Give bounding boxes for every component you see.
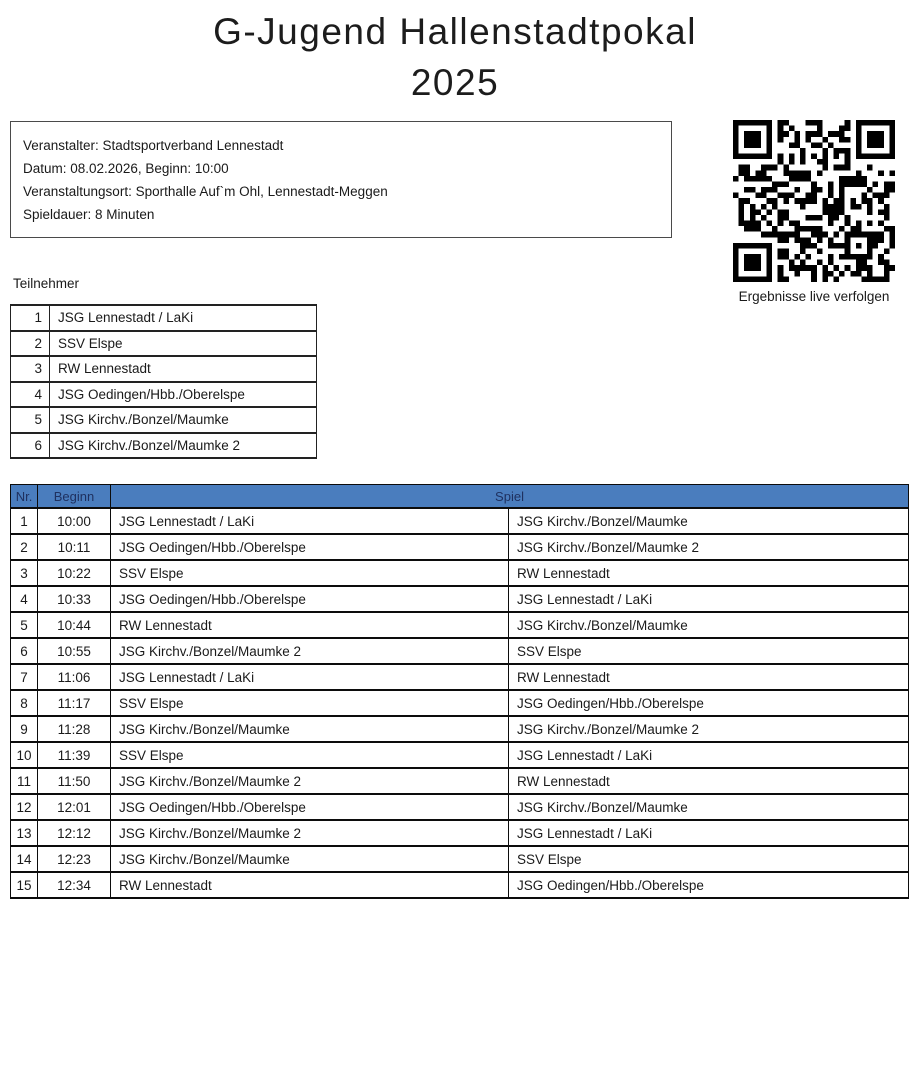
match-number: 2 [11, 534, 38, 560]
participant-number: 3 [11, 356, 50, 382]
match-home-team: SSV Elspe [111, 560, 509, 586]
qr-block [714, 120, 910, 304]
match-away-team: JSG Kirchv./Bonzel/Maumke 2 [509, 534, 909, 560]
match-number: 6 [11, 638, 38, 664]
match-start-time: 10:22 [38, 560, 111, 586]
match-number: 15 [11, 872, 38, 898]
schedule-row [11, 768, 909, 794]
schedule-row [11, 742, 909, 768]
match-start-time: 12:01 [38, 794, 111, 820]
match-away-team: SSV Elspe [509, 638, 909, 664]
match-start-time: 10:44 [38, 612, 111, 638]
match-home-team: RW Lennestadt [111, 612, 509, 638]
schedule-row [11, 690, 909, 716]
qr-caption: Ergebnisse live verfolgen [738, 289, 890, 304]
match-away-team: JSG Kirchv./Bonzel/Maumke [509, 508, 909, 534]
match-away-team: RW Lennestadt [509, 664, 909, 690]
participant-name: SSV Elspe [50, 331, 317, 357]
schedule-header-match: Spiel [111, 485, 909, 509]
participant-number: 4 [11, 382, 50, 408]
participant-row [11, 356, 317, 382]
match-number: 11 [11, 768, 38, 794]
match-home-team: JSG Kirchv./Bonzel/Maumke [111, 716, 509, 742]
match-home-team: JSG Lennestadt / LaKi [111, 664, 509, 690]
match-home-team: JSG Oedingen/Hbb./Oberelspe [111, 534, 509, 560]
match-home-team: JSG Kirchv./Bonzel/Maumke [111, 846, 509, 872]
match-away-team: RW Lennestadt [509, 768, 909, 794]
participant-number: 2 [11, 331, 50, 357]
schedule-row [11, 846, 909, 872]
schedule-header-row [11, 485, 909, 509]
match-number: 14 [11, 846, 38, 872]
schedule-row [11, 534, 909, 560]
match-start-time: 12:12 [38, 820, 111, 846]
schedule-row [11, 820, 909, 846]
match-start-time: 12:23 [38, 846, 111, 872]
qr-code [733, 120, 895, 282]
participant-row [11, 433, 317, 459]
participant-name: RW Lennestadt [50, 356, 317, 382]
schedule-row [11, 612, 909, 638]
schedule-row [11, 638, 909, 664]
match-number: 12 [11, 794, 38, 820]
participant-name: JSG Kirchv./Bonzel/Maumke [50, 407, 317, 433]
match-number: 10 [11, 742, 38, 768]
participant-name: JSG Lennestadt / LaKi [50, 305, 317, 331]
match-number: 13 [11, 820, 38, 846]
match-home-team: JSG Kirchv./Bonzel/Maumke 2 [111, 820, 509, 846]
match-number: 4 [11, 586, 38, 612]
participant-number: 5 [11, 407, 50, 433]
participant-name: JSG Kirchv./Bonzel/Maumke 2 [50, 433, 317, 459]
info-line: Datum: 08.02.2026, Beginn: 10:00 [23, 161, 229, 176]
match-away-team: JSG Oedingen/Hbb./Oberelspe [509, 690, 909, 716]
match-number: 3 [11, 560, 38, 586]
schedule-row [11, 508, 909, 534]
info-line: Veranstaltungsort: Sporthalle Auf`m Ohl, Lennestadt-Meggen [23, 184, 388, 199]
schedule-row [11, 664, 909, 690]
schedule-header-nr: Nr. [11, 485, 38, 509]
match-start-time: 11:39 [38, 742, 111, 768]
participant-row [11, 305, 317, 331]
match-start-time: 10:55 [38, 638, 111, 664]
schedule-row [11, 794, 909, 820]
schedule-row [11, 560, 909, 586]
match-number: 1 [11, 508, 38, 534]
match-home-team: SSV Elspe [111, 690, 509, 716]
event-info-box [10, 121, 672, 238]
title-line1: G-Jugend Hallenstadtpokal [213, 11, 697, 52]
match-away-team: JSG Lennestadt / LaKi [509, 820, 909, 846]
participants-heading: Teilnehmer [13, 276, 80, 291]
match-start-time: 11:06 [38, 664, 111, 690]
match-home-team: JSG Kirchv./Bonzel/Maumke 2 [111, 768, 509, 794]
participant-name: JSG Oedingen/Hbb./Oberelspe [50, 382, 317, 408]
match-away-team: JSG Oedingen/Hbb./Oberelspe [509, 872, 909, 898]
match-start-time: 11:28 [38, 716, 111, 742]
match-home-team: JSG Kirchv./Bonzel/Maumke 2 [111, 638, 509, 664]
match-away-team: JSG Lennestadt / LaKi [509, 586, 909, 612]
schedule-header-begin: Beginn [38, 485, 111, 509]
match-home-team: JSG Oedingen/Hbb./Oberelspe [111, 794, 509, 820]
participant-row [11, 331, 317, 357]
match-start-time: 12:34 [38, 872, 111, 898]
match-away-team: JSG Kirchv./Bonzel/Maumke [509, 612, 909, 638]
match-start-time: 10:33 [38, 586, 111, 612]
participant-row [11, 382, 317, 408]
match-number: 9 [11, 716, 38, 742]
match-home-team: SSV Elspe [111, 742, 509, 768]
schedule-table [10, 484, 909, 899]
page-title [0, 6, 910, 108]
match-start-time: 10:00 [38, 508, 111, 534]
participant-row [11, 407, 317, 433]
info-line: Spieldauer: 8 Minuten [23, 207, 155, 222]
match-away-team: JSG Kirchv./Bonzel/Maumke [509, 794, 909, 820]
match-home-team: RW Lennestadt [111, 872, 509, 898]
match-start-time: 10:11 [38, 534, 111, 560]
match-away-team: JSG Kirchv./Bonzel/Maumke 2 [509, 716, 909, 742]
participant-number: 1 [11, 305, 50, 331]
match-away-team: SSV Elspe [509, 846, 909, 872]
match-away-team: JSG Lennestadt / LaKi [509, 742, 909, 768]
match-away-team: RW Lennestadt [509, 560, 909, 586]
match-start-time: 11:17 [38, 690, 111, 716]
title-line2: 2025 [410, 62, 500, 103]
info-line: Veranstalter: Stadtsportverband Lennestadt [23, 138, 284, 153]
schedule-row [11, 872, 909, 898]
schedule-row [11, 716, 909, 742]
match-number: 8 [11, 690, 38, 716]
match-home-team: JSG Oedingen/Hbb./Oberelspe [111, 586, 509, 612]
participant-number: 6 [11, 433, 50, 459]
match-home-team: JSG Lennestadt / LaKi [111, 508, 509, 534]
participants-table [10, 304, 317, 459]
match-number: 5 [11, 612, 38, 638]
match-start-time: 11:50 [38, 768, 111, 794]
schedule-row [11, 586, 909, 612]
match-number: 7 [11, 664, 38, 690]
